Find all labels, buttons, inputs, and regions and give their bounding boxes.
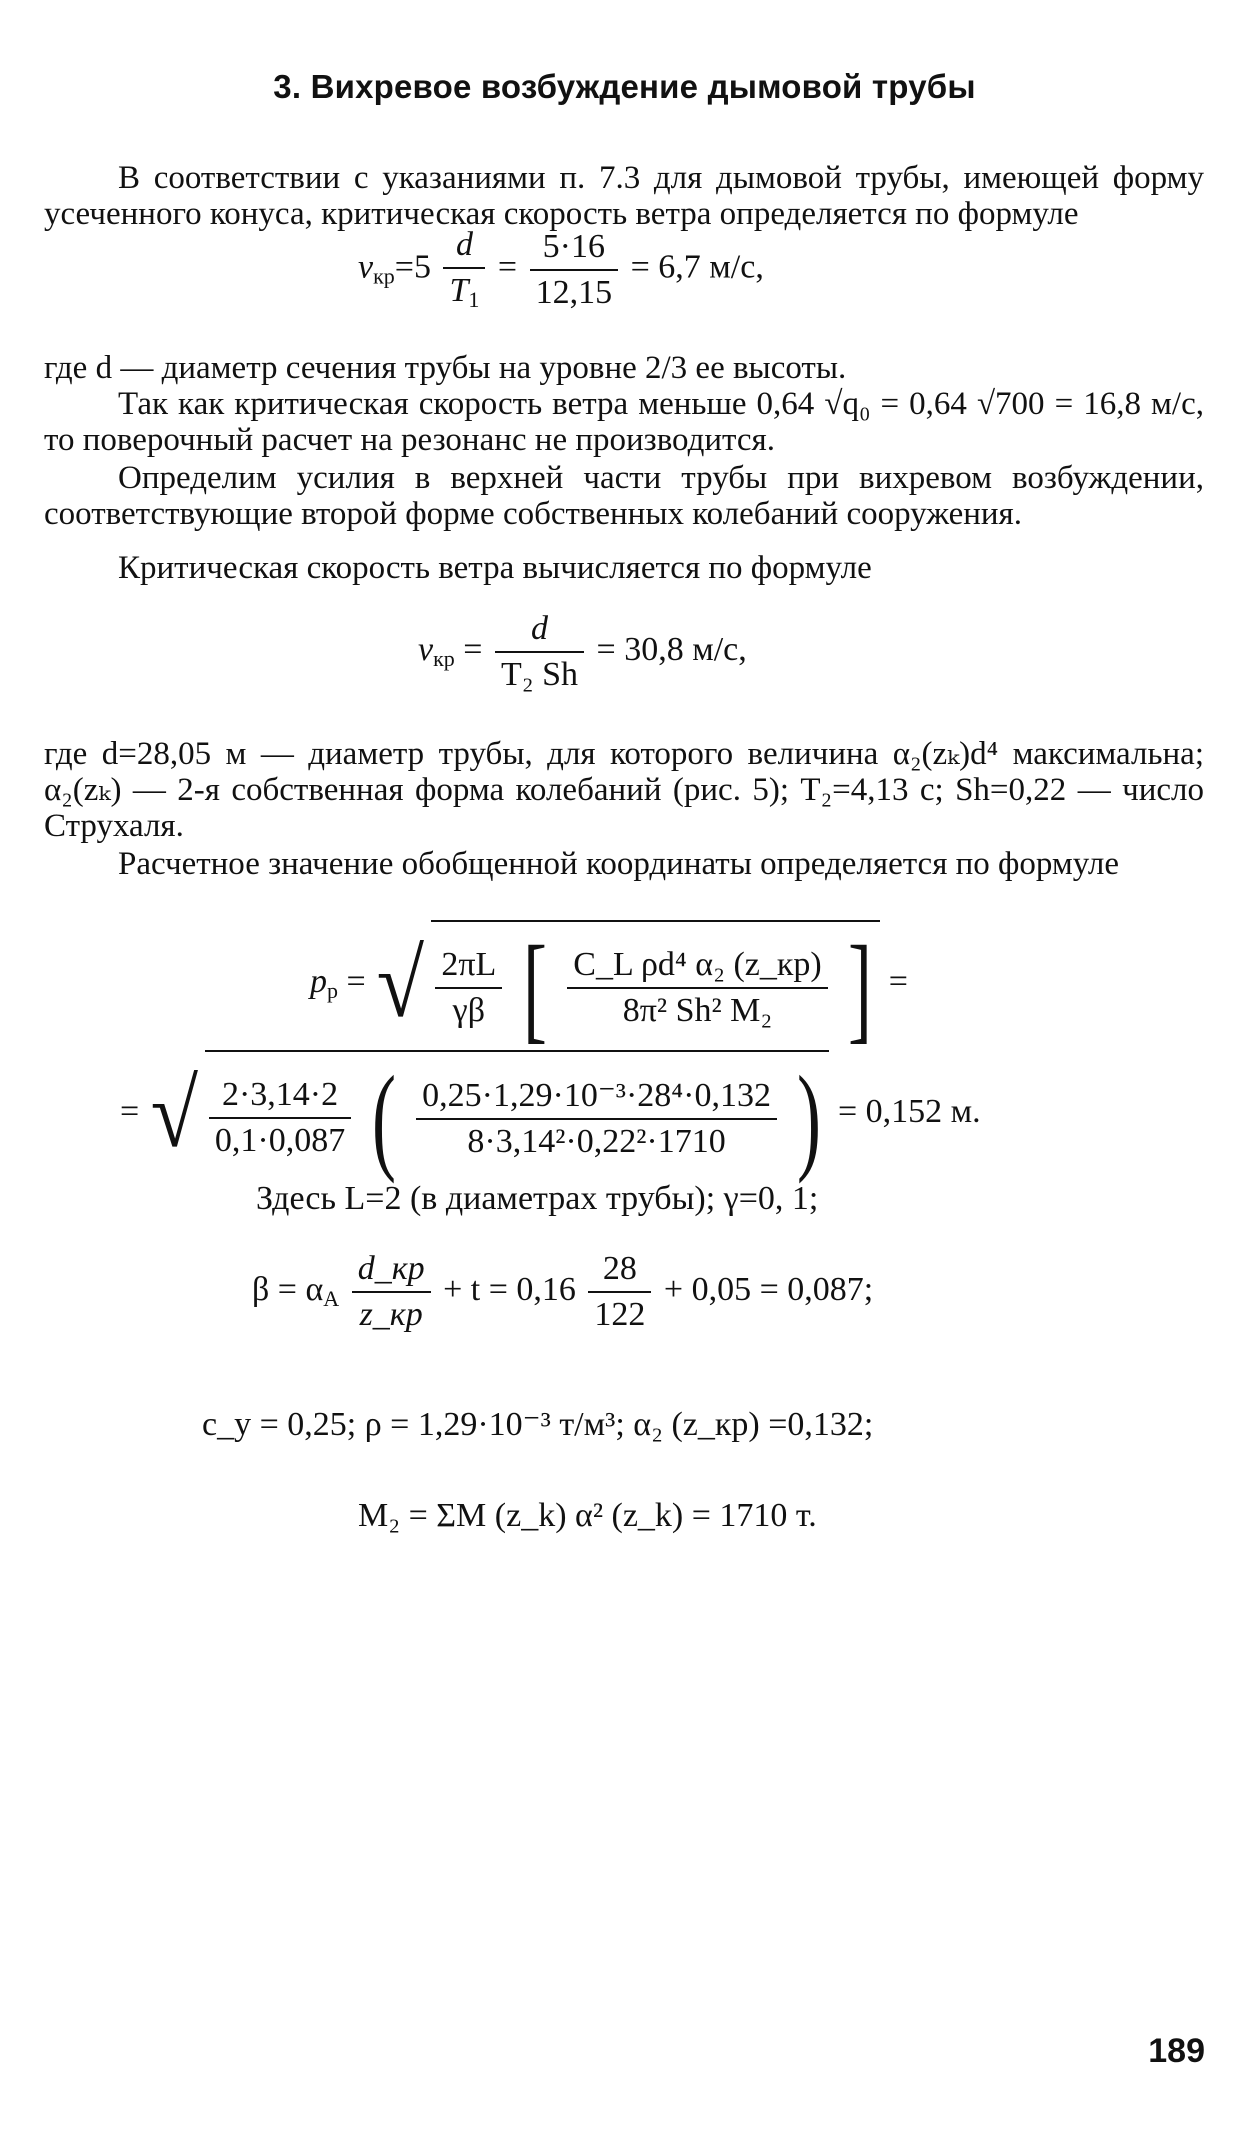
formula-mass: M₂ = ΣM (z_k) α² (z_k) = 1710 т.	[358, 1497, 817, 1534]
formula-1-result: = 6,7 м/с,	[630, 248, 764, 286]
formula-generalized-coordinate: $p_р$ = √ $\frac{2\pi L}{\gamma\beta}$ [ $\frac{\text{C\_L ρd⁴ α₂ (z\_кр)}}{\text{8π² Sh² M₂}}$ ] =	[310, 921, 908, 1054]
formula-parameters: c_y = 0,25; ρ = 1,29·10⁻³ т/м³; α₂ (z_кр) =0,132;	[202, 1406, 874, 1443]
sqrt-symbol: √	[376, 930, 425, 1037]
formula-3-radicand: $\frac{2\pi L}{\gamma\beta}$ [ $\frac{\text{C\_L ρd⁴ α₂ (z\_кр)}}{\text{8π² Sh² M₂}}$ ]	[431, 920, 880, 1048]
paragraph-6: где d=28,05 м — диаметр трубы, для которого величина α₂(zₖ)d⁴ максимальна; α₂(zₖ) — 2-я собственная форма колебаний (рис. 5); T₂=4,13 с; Sh=0,22 — число Струхаля.	[44, 736, 1204, 844]
formula-4-result: = 0,152 м.	[837, 1092, 981, 1130]
paragraph-5: Критическая скорость ветра вычисляется по формуле	[118, 550, 872, 586]
formula-1-lhs: v	[358, 248, 374, 286]
formula-1-frac-1: $\frac{d}{T_1}$	[443, 226, 485, 313]
section-heading: 3. Вихревое возбуждение дымовой трубы	[273, 68, 976, 105]
page-number: 189	[1148, 2032, 1205, 2070]
paragraph-3: Так как критическая скорость ветра меньше 0,64 √q₀ = 0,64 √700 = 16,8 м/с, то поверочный расчет на резонанс не производится.	[44, 386, 1204, 458]
paragraph-1: В соответствии с указаниями п. 7.3 для дымовой трубы, имеющей форму усеченного конуса, критическая скорость ветра определяется по формуле	[44, 160, 1204, 232]
formula-1-lhs-sub: кр	[373, 263, 395, 289]
formula-1-coef: =5	[394, 248, 431, 286]
formula-2-result: = 30,8 м/с,	[596, 630, 747, 668]
sqrt-symbol-2: √	[150, 1060, 198, 1167]
formula-critical-speed-2: $v_{кр}$ = $\frac{d}{\text{T₂ Sh}}$ = 30,8 м/с,	[418, 610, 747, 693]
formula-numeric-evaluation: = √ $\frac{2\cdot 3,14\cdot 2}{0,1\cdot 0,087}$ ( $\frac{\text{0,25·1,29·10⁻³·28⁴·0,132}}{\text{8·3,14²·0,22²·1710}}$ ) = 0,152 м.	[120, 1051, 981, 1184]
formula-5-result: + 0,05 = 0,087;	[663, 1270, 874, 1308]
formula-4-radicand: $\frac{2\cdot 3,14\cdot 2}{0,1\cdot 0,087}$ ( $\frac{\text{0,25·1,29·10⁻³·28⁴·0,132}}{\text{8·3,14²·0,22²·1710}}$ )	[205, 1050, 830, 1178]
paragraph-7: Расчетное значение обобщенной координаты определяется по формуле	[118, 846, 1119, 882]
formula-1-frac-2: $\frac{5\cdot 16}{12,15}$	[530, 228, 619, 312]
formula-beta: $\beta = \alpha_A$ $\frac{d\_кр}{z\_кр}$ + t = 0,16 $\frac{28}{122}$ + 0,05 = 0,087;	[252, 1250, 874, 1333]
formula-2-frac: $\frac{d}{\text{T₂ Sh}}$	[495, 610, 584, 694]
paragraph-4: Определим усилия в верхней части трубы при вихревом возбуждении, соответствующие второй форме собственных колебаний сооружения.	[44, 460, 1204, 532]
formula-note: Здесь L=2 (в диаметрах трубы); γ=0, 1;	[256, 1180, 819, 1217]
paragraph-2: где d — диаметр сечения трубы на уровне 2/3 ее высоты.	[44, 350, 847, 386]
formula-critical-speed-1: $v_{кр}=5$ $\frac{d}{T_1}$ = $\frac{5\cdot 16}{12,15}$ = 6,7 м/с,	[358, 226, 764, 312]
